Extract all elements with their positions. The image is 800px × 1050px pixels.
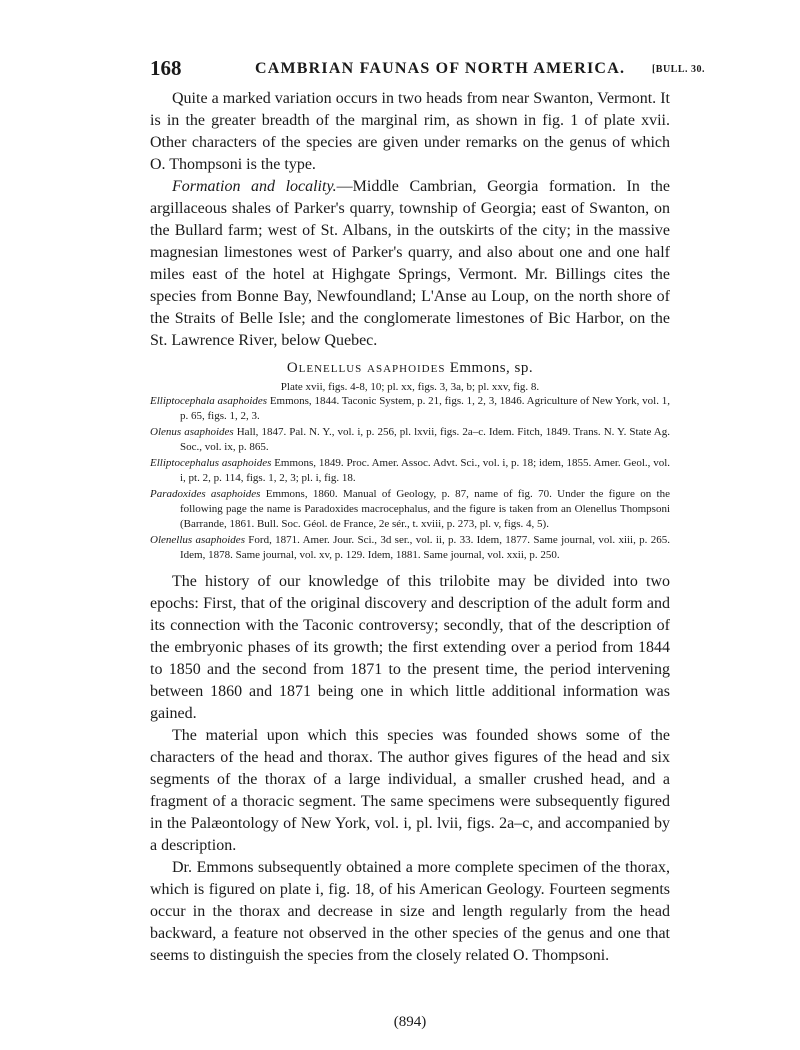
running-title: CAMBRIAN FAUNAS OF NORTH AMERICA. <box>255 60 626 77</box>
species-heading <box>150 360 670 377</box>
synonymy-entry <box>150 487 670 532</box>
spacer <box>150 563 670 571</box>
synonymy-list <box>150 394 670 563</box>
synonym-citation: Emmons, 1849. Proc. Amer. Assoc. Advt. Sci., vol. i, p. 18; idem, 1855. Amer. Geol., vol. i, pt. 2, p. 114, figs. 1, 2, 3; pl. i, fig. 18. <box>180 457 670 484</box>
synonym-citation: Ford, 1871. Amer. Jour. Sci., 3d ser., vol. ii, p. 33. Idem, 1877. Same journal, vol. xiii, p. 265. Idem, 1878. Same journal, vol. xv, p. 129. Idem, 1881. Same journal, vol. xxii, p. 250. <box>180 534 670 561</box>
synonym-name: Paradoxides asaphoides <box>150 488 261 500</box>
paragraph-material: The material upon which this species was founded shows some of the characters of the head and thorax. The author gives figures of the head and six segments of the thorax of a large individual, a smaller crushed head, and a fragment of a thoracic segment. The same specimens were subsequently figured in the Palæontology of New York, vol. i, pl. lvii, figs. 2a–c, and accompanied by a description. <box>150 727 670 854</box>
formation-locality-label: Formation and locality. <box>172 178 337 195</box>
paragraph-history: The history of our knowledge of this trilobite may be divided into two epochs: First, that of the original discovery and description of the adult form and its connection with the Taconic controversy; secondly, that of the description of the embryonic phases of its growth; the first extending over a period from 1844 to 1850 and the second from 1871 to the present time, the period intervening between 1860 and 1871 being one in which little additional information was gained. <box>150 573 670 722</box>
folio-number: (894) <box>393 1014 427 1030</box>
paragraph-formation-locality <box>150 176 670 352</box>
synonym-citation: Emmons, 1844. Taconic System, p. 21, figs. 1, 2, 3, 1846. Agriculture of New York, vol. 1, p. 65, figs. 1, 2, 3. <box>180 395 671 422</box>
paragraph-emmons-specimen: Dr. Emmons subsequently obtained a more complete specimen of the thorax, which is figured on plate i, fig. 18, of his American Geology. Fourteen segments occur in the thorax and decrease in size and length regularly from the head backward, a feature not observed in the other species of the genus and one that seems to distinguish the species from the closely related O. Thompsoni. <box>150 859 670 964</box>
synonymy-entry <box>150 394 670 424</box>
bulletin-reference: [BULL. 30. <box>651 64 705 75</box>
synonymy-entry <box>150 456 670 486</box>
synonym-citation: Emmons, 1860. Manual of Geology, p. 87, name of fig. 70. Under the figure on the following page the name is Paradoxides macrocephalus, and the figure is taken from an Olenellus Thompsoni (Barrande, 1861. Bull. Soc. Géol. de France, 2e sér., t. xviii, p. 273, pl. v, figs. 4, 5). <box>180 488 670 530</box>
synonym-name: Olenellus asaphoides <box>150 534 245 546</box>
formation-locality-text: —Middle Cambrian, Georgia formation. In the argillaceous shales of Parker's quarry, township of Georgia; east of Swanton, on the Bullard farm; west of St. Albans, in the outskirts of the city; in the massive magnesian limestones west of Parker's quarry, and also about one and one half miles east of the hotel at Highgate Springs, Vermont. Mr. Billings cites the species from Bonne Bay, Newfoundland; L'Anse au Loup, on the north shore of the Straits of Belle Isle; and the conglomerate limestones of Bic Harbor, on the St. Lawrence River, below Quebec. <box>150 178 670 349</box>
synonym-name: Elliptocephala asaphoides <box>150 395 268 407</box>
synonym-name: Olenus asaphoides <box>150 426 234 438</box>
synonymy-entry <box>150 425 670 455</box>
page-number: 168 <box>150 56 182 80</box>
species-name: Olenellus asaphoides <box>286 360 446 376</box>
synonym-name: Elliptocephalus asaphoides <box>150 457 272 469</box>
page-header <box>150 56 705 84</box>
plate-reference: Plate xvii, figs. 4-8, 10; pl. xx, figs. 3, 3a, b; pl. xxv, fig. 8. <box>280 381 540 393</box>
synonymy-entry <box>150 533 670 563</box>
synonym-citation: Hall, 1847. Pal. N. Y., vol. i, p. 256, pl. lxvii, figs. 2a–c. Idem. Fitch, 1849. Trans. N. Y. State Ag. Soc., vol. ix, p. 865. <box>180 426 670 453</box>
page-body <box>150 88 670 967</box>
species-author: Emmons, sp. <box>445 360 534 376</box>
paragraph-variation: Quite a marked variation occurs in two heads from near Swanton, Vermont. It is in the greater breadth of the marginal rim, as shown in fig. 1 of plate xvii. Other characters of the species are given under remarks on the genus of which O. Thompsoni is the type. <box>150 90 670 173</box>
